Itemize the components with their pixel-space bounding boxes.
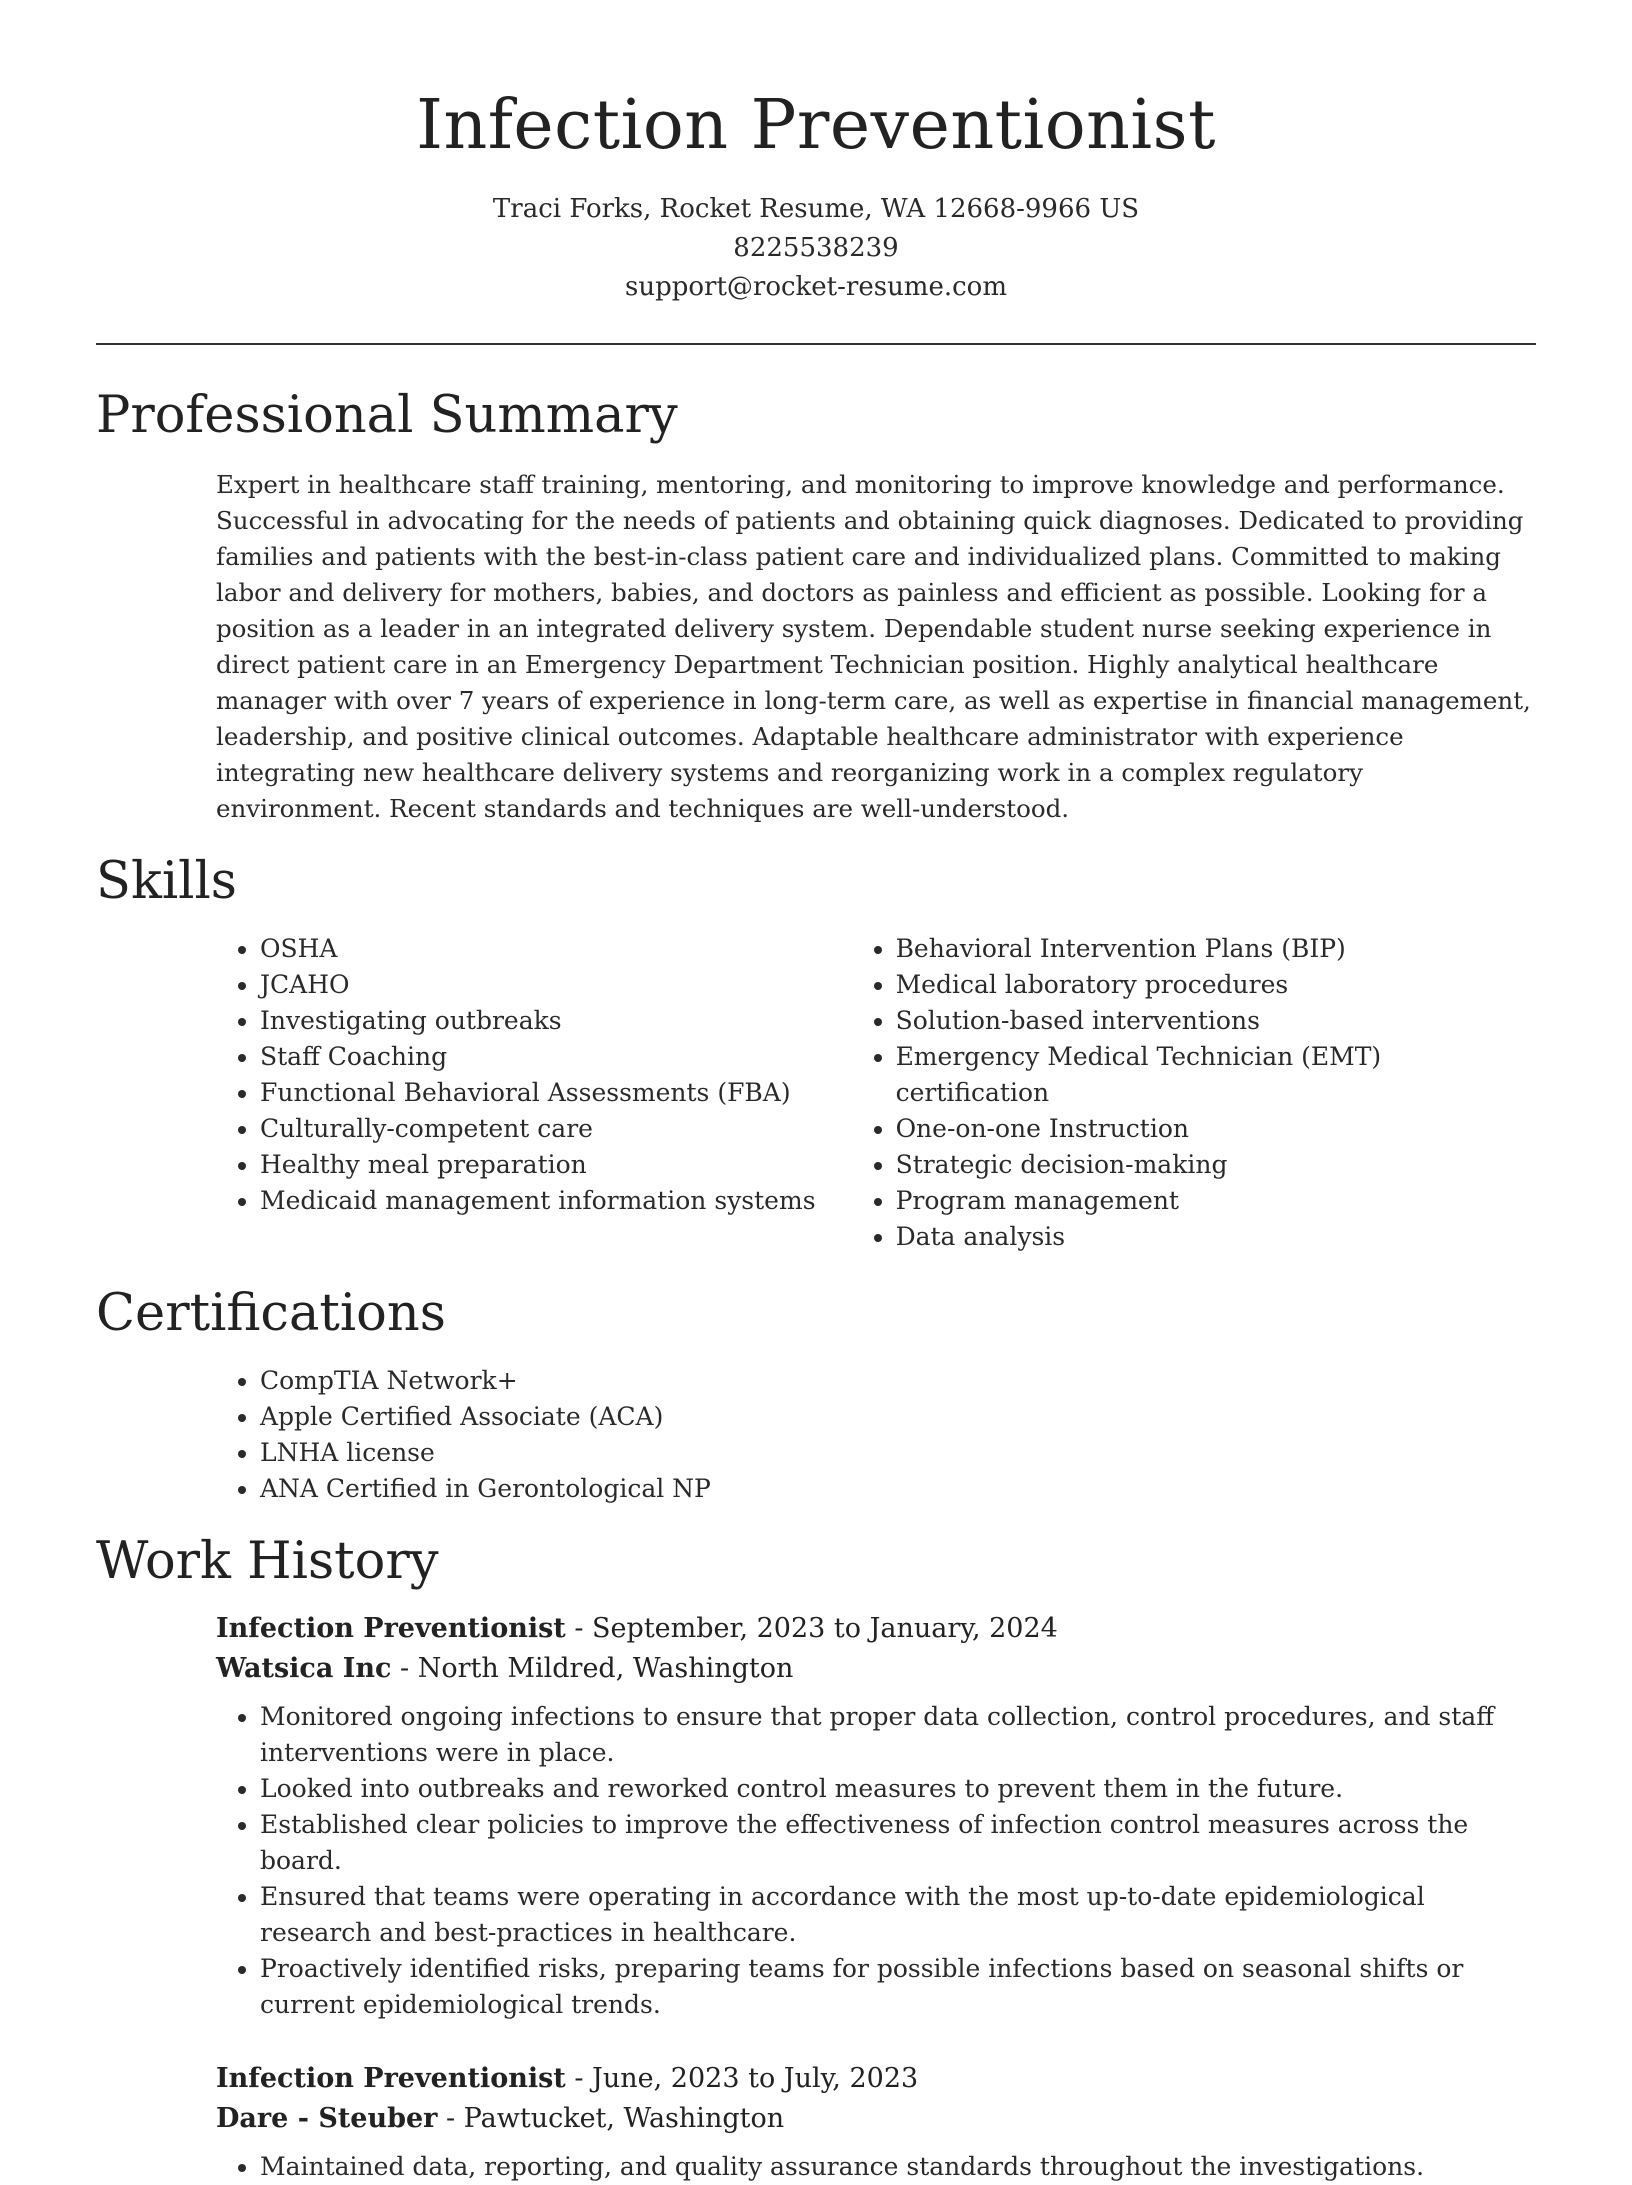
skill-item: • Solution-based interventions [896, 1003, 1536, 1039]
certifications-heading: Certifications [96, 1284, 446, 1343]
certification-item: • ANA Certified in Gerontological NP [260, 1471, 1536, 1507]
job-location: - North Mildred, Washington [391, 1653, 794, 1684]
header-divider [96, 343, 1536, 345]
work-history-section [0, 1529, 1632, 2185]
job-bullet: • Proactively identified risks, preparing teams for possible infections based on seasonal shifts or current epidemiological trends. [260, 1951, 1516, 2023]
email-text: support@rocket-resume.com [624, 272, 1007, 302]
skill-item: • Healthy meal preparation [260, 1147, 852, 1183]
job-bullet: • Established clear policies to improve the effectiveness of infection control measures across the board. [260, 1807, 1516, 1879]
skill-item: • Investigating outbreaks [260, 1003, 852, 1039]
job-bullet: • Ensured that teams were operating in accordance with the most up-to-date epidemiological research and best-practices in healthcare. [260, 1879, 1516, 1951]
skill-item: • Strategic decision-making [896, 1147, 1536, 1183]
certifications-section [0, 1281, 1632, 1507]
job-bullets [216, 2149, 1516, 2185]
job-bullet: • Looked into outbreaks and reworked control measures to prevent them in the future. [260, 1771, 1516, 1807]
summary-heading: Professional Summary [96, 386, 678, 445]
skills-list-right [852, 931, 1536, 1255]
certifications-list-wrap [216, 1363, 1536, 1507]
certification-item: • Apple Certified Associate (ACA) [260, 1399, 1536, 1435]
job-company: Dare - Steuber [216, 2103, 438, 2134]
skills-section [0, 849, 1632, 1255]
skill-item: • Medical laboratory procedures [896, 967, 1536, 1003]
skill-item: • Emergency Medical Technician (EMT) certification [896, 1039, 1536, 1111]
job-entry [216, 2059, 1536, 2185]
job-bullet-list [216, 2149, 1516, 2185]
job-title-line [216, 1609, 1536, 1649]
skill-item: • Behavioral Intervention Plans (BIP) [896, 931, 1536, 967]
certification-item: • CompTIA Network+ [260, 1363, 1536, 1399]
job-dates: - June, 2023 to July, 2023 [565, 2063, 919, 2094]
skill-item: • Functional Behavioral Assessments (FBA) [260, 1075, 852, 1111]
skill-item: • JCAHO [260, 967, 852, 1003]
skills-heading: Skills [96, 852, 237, 911]
job-bullet: • Maintained data, reporting, and quality assurance standards throughout the investigations. [260, 2149, 1516, 2185]
resume-title: Infection Preventionist [416, 86, 1216, 165]
job-dates: - September, 2023 to January, 2024 [565, 1613, 1058, 1644]
job-bullet-list [216, 1699, 1516, 2023]
contact-info [0, 190, 1632, 307]
job-bullet: • Monitored ongoing infections to ensure that proper data collection, control procedures, and staff interventions were in place. [260, 1699, 1516, 1771]
summary-paragraph: Expert in healthcare staff training, mentoring, and monitoring to improve knowledge and performance. Successful in advocating for the needs of patients and obtaining quick diagnoses. Dedicated to providing families and patients with the best-in-class patient care and individualized plans. Committed to making labor and delivery for mothers, babies, and doctors as painless and efficient as possible. Looking for a position as a leader in an integrated delivery system. Dependable student nurse seeking experience in direct patient care in an Emergency Department Technician position. Highly analytical healthcare manager with over 7 years of experience in long-term care, as well as expertise in financial management, leadership, and positive clinical outcomes. Adaptable healthcare administrator with experience integrating new healthcare delivery systems and reorganizing work in a complex regulatory environment. Recent standards and techniques are well-understood. [216, 470, 1531, 823]
skill-item: • Staff Coaching [260, 1039, 852, 1075]
job-company-line [216, 1649, 1536, 1689]
work-history-heading: Work History [96, 1532, 439, 1591]
certification-item: • LNHA license [260, 1435, 1536, 1471]
job-bullets [216, 1699, 1516, 2023]
certifications-list [216, 1363, 1536, 1507]
skill-item: • Program management [896, 1183, 1536, 1219]
job-company-line [216, 2099, 1536, 2139]
job-location: - Pawtucket, Washington [437, 2103, 785, 2134]
skill-item: • Medicaid management information systems [260, 1183, 852, 1219]
skills-column-right [852, 931, 1536, 1255]
resume-header [0, 0, 1632, 307]
skill-item: • Culturally-competent care [260, 1111, 852, 1147]
job-entry [216, 1609, 1536, 2023]
job-title: Infection Preventionist [216, 1613, 566, 1644]
address-text: Traci Forks, Rocket Resume, WA 12668-9966 US [492, 194, 1140, 224]
skills-column-left [216, 931, 852, 1255]
skill-item: • One-on-one Instruction [896, 1111, 1536, 1147]
summary-section [0, 383, 1632, 827]
job-company: Watsica Inc [216, 1653, 392, 1684]
job-title-line [216, 2059, 1536, 2099]
phone-text: 8225538239 [733, 233, 899, 263]
skill-item: • OSHA [260, 931, 852, 967]
skill-item: • Data analysis [896, 1219, 1536, 1255]
skills-columns [216, 931, 1536, 1255]
skills-list-left [216, 931, 852, 1219]
job-title: Infection Preventionist [216, 2063, 566, 2094]
